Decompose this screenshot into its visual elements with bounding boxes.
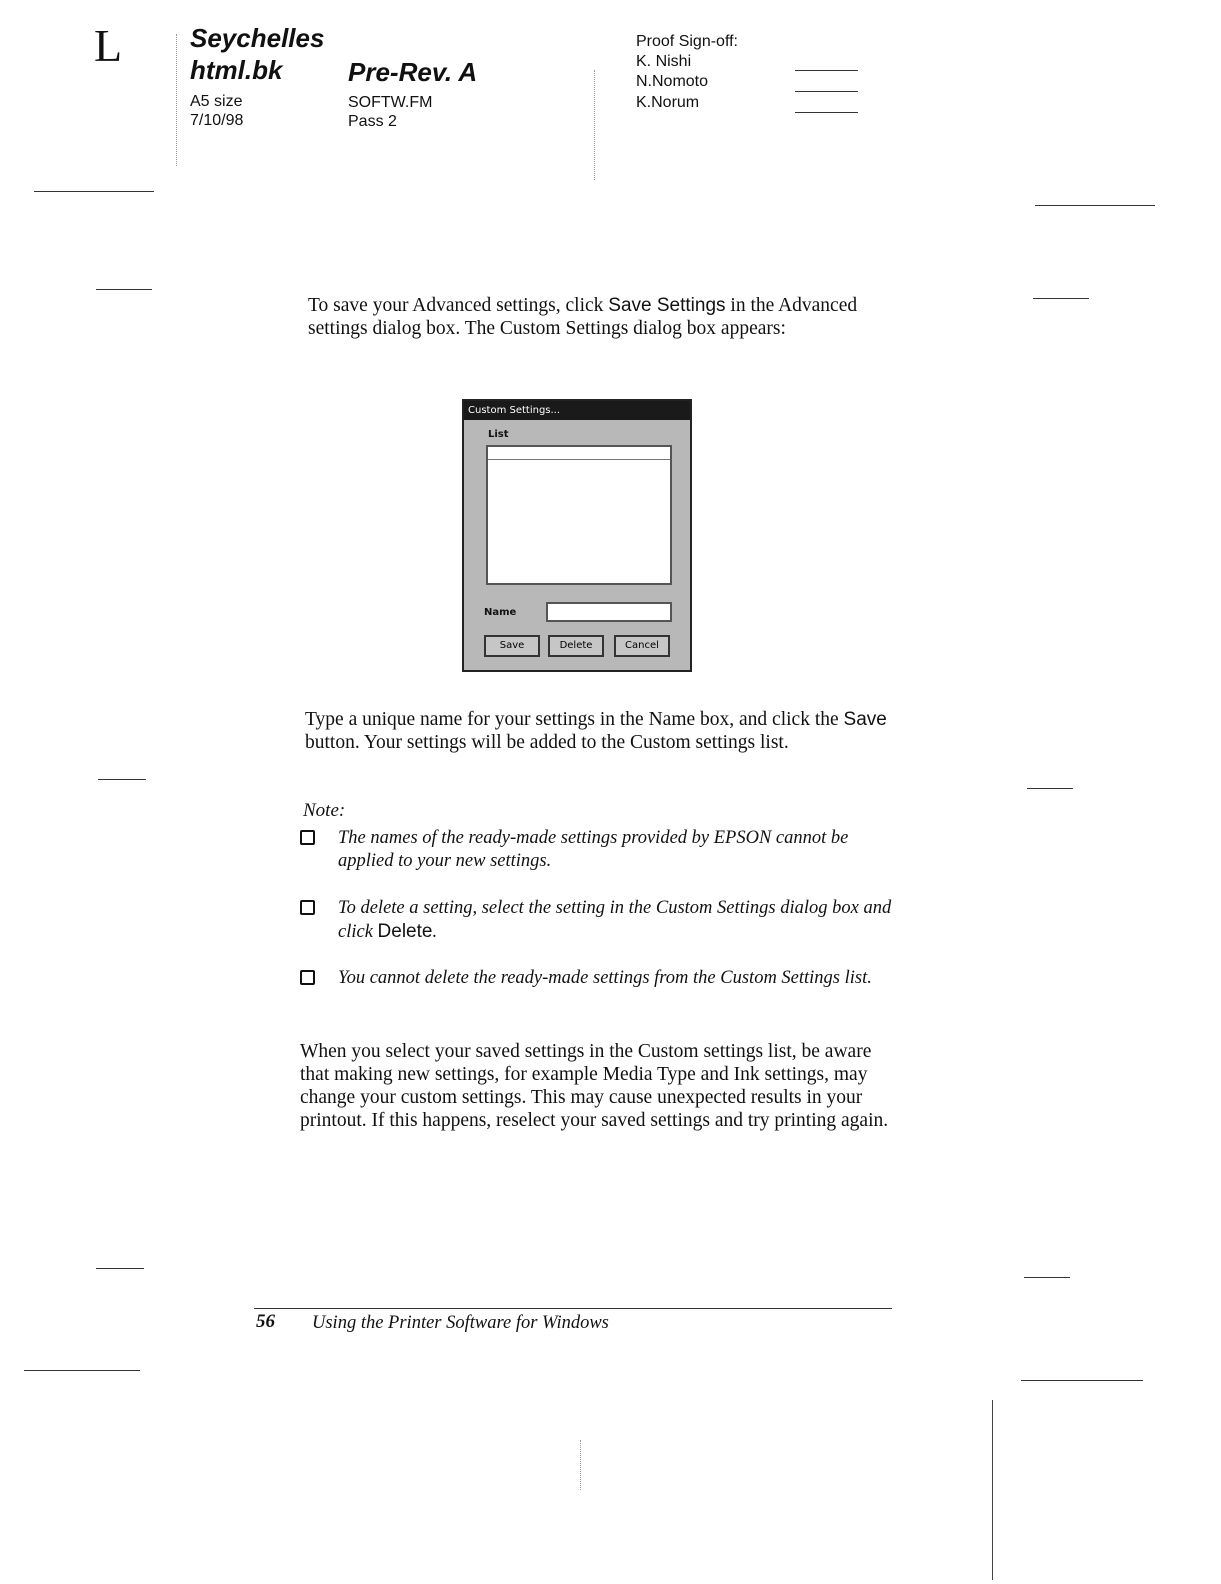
signoff-line: [795, 70, 858, 71]
note-item: [300, 967, 900, 990]
center-dotted-line: [580, 1440, 581, 1490]
crop-mark: [96, 289, 152, 290]
note-text-part: .: [432, 922, 438, 942]
intro-text: To save your Advanced settings, click: [308, 295, 609, 316]
note-item: [300, 827, 900, 873]
delete-button[interactable]: Delete: [548, 635, 604, 657]
crop-mark: [1033, 298, 1089, 299]
book-file: html.bk: [190, 55, 283, 85]
checkbox-bullet-icon: [300, 970, 315, 985]
note-text-part: To delete a setting, select the setting in the Custom Settings dialog box and click: [338, 898, 892, 942]
closing-paragraph: [300, 1040, 898, 1132]
body-text: button. Your settings will be added to the Custom settings list.: [305, 732, 789, 753]
name-label: Name: [484, 607, 517, 618]
intro-text: in the Advanced settings dialog box. The Custom Settings dialog box appears:: [308, 295, 858, 339]
book-title: Seychelles: [190, 23, 325, 53]
save-term: Save: [843, 709, 887, 730]
dialog-title: Custom Settings...: [464, 401, 690, 420]
crop-mark: [24, 1370, 140, 1371]
page-size: A5 size: [190, 93, 243, 110]
note-item: [300, 897, 900, 944]
custom-settings-dialog: [462, 399, 692, 672]
crop-mark: [34, 191, 154, 192]
footer-rule: [254, 1308, 892, 1309]
custom-settings-list[interactable]: [486, 445, 672, 585]
save-settings-term: Save Settings: [608, 295, 726, 316]
footer-section-title: Using the Printer Software for Windows: [312, 1313, 609, 1333]
note-text: The names of the ready-made settings provided by EPSON cannot be applied to your new settings.: [338, 828, 849, 871]
name-input[interactable]: [546, 602, 672, 622]
note-text: [338, 897, 900, 944]
binding-line: [992, 1400, 993, 1580]
list-label: List: [488, 429, 509, 440]
crop-mark: [1027, 788, 1073, 789]
note-heading: Note:: [303, 800, 346, 821]
after-dialog-paragraph: [305, 708, 897, 754]
save-button[interactable]: Save: [484, 635, 540, 657]
checkbox-bullet-icon: [300, 900, 315, 915]
revision: Pre-Rev. A: [348, 57, 478, 87]
crop-mark: [1035, 205, 1155, 206]
checkbox-bullet-icon: [300, 830, 315, 845]
signoff-name: K.Norum: [636, 94, 700, 111]
closing-text: When you select your saved settings in the Custom settings list, be aware that making new settings, for example Media Type and Ink settings, may change your custom settings. This may cause unexpected results in your printout. If this happens, reselect your saved settings and try printing again.: [300, 1041, 889, 1131]
cancel-button[interactable]: Cancel: [614, 635, 670, 657]
doc-date: 7/10/98: [190, 112, 244, 129]
intro-paragraph: [308, 294, 898, 340]
crop-mark: [98, 779, 146, 780]
list-row: [488, 447, 670, 460]
signoff-line: [795, 112, 858, 113]
crop-mark: [96, 1268, 144, 1269]
pass-number: Pass 2: [348, 113, 397, 130]
file-name: SOFTW.FM: [348, 94, 433, 111]
corner-mark: L: [94, 20, 123, 71]
crop-mark: [1021, 1380, 1143, 1381]
note-text: You cannot delete the ready-made settings from the Custom Settings list.: [338, 968, 872, 988]
signoff-name: N.Nomoto: [636, 73, 709, 90]
delete-term: Delete: [377, 921, 433, 942]
signoff-title: Proof Sign-off:: [636, 33, 738, 50]
signoff-line: [795, 91, 858, 92]
page-number: 56: [256, 1311, 275, 1332]
body-text: Type a unique name for your settings in the Name box, and click the: [305, 709, 844, 730]
signoff-name: K. Nishi: [636, 53, 692, 70]
crop-mark: [1024, 1277, 1070, 1278]
center-dotted-line: [594, 70, 595, 180]
margin-dotted-line: [176, 34, 177, 166]
